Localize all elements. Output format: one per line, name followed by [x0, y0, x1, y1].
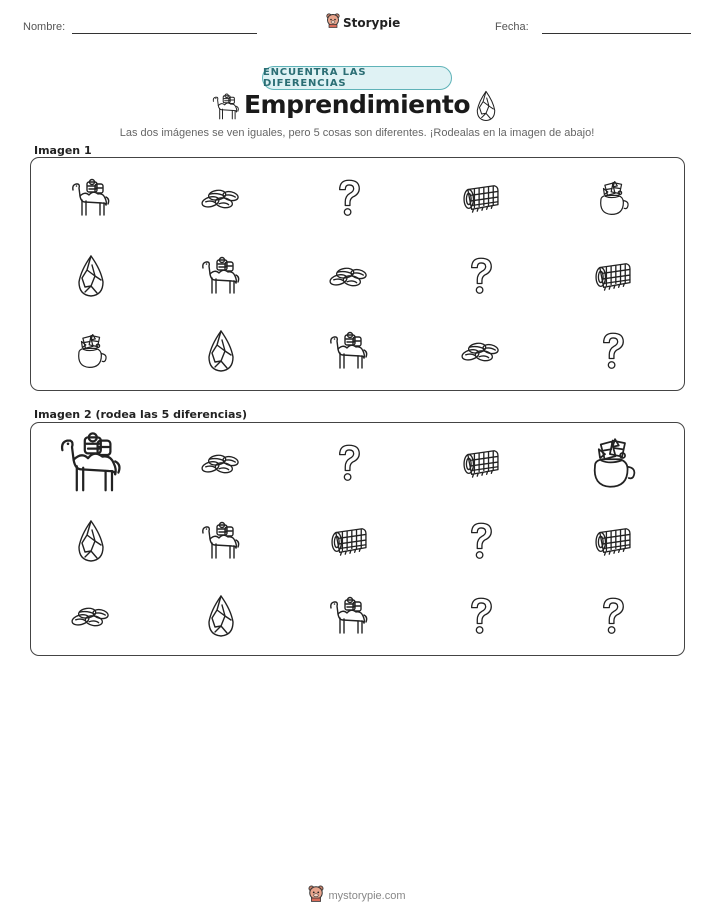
storypie-mascot-icon	[326, 13, 340, 32]
question-icon	[599, 594, 627, 638]
camel-icon	[56, 431, 126, 495]
gemstone-icon	[75, 253, 107, 299]
gemstone-icon	[75, 518, 107, 564]
question-icon	[467, 519, 495, 563]
treasure-bag-icon	[72, 331, 110, 371]
treasure-bag-icon	[585, 434, 640, 492]
question-icon	[335, 441, 363, 485]
treasure-bag-icon	[594, 178, 632, 218]
name-label: Nombre:	[23, 21, 66, 33]
question-icon	[467, 254, 495, 298]
camel-icon	[327, 596, 371, 636]
coins-icon	[70, 601, 112, 631]
instructions: Las dos imágenes se ven iguales, pero 5 cosas son diferentes. ¡Rodealas en la imagen de abajo!	[119, 127, 595, 139]
camel-icon	[199, 521, 243, 561]
image2-panel[interactable]	[30, 422, 685, 656]
activity-badge: ENCUENTRA LAS DIFERENCIAS	[262, 66, 452, 90]
coins-icon	[200, 448, 242, 478]
image1-panel	[30, 157, 685, 391]
question-icon	[467, 594, 495, 638]
image2-label: Imagen 2 (rodea las 5 diferencias)	[34, 408, 248, 421]
rug-icon	[328, 525, 370, 557]
question-icon	[599, 329, 627, 373]
storypie-logo	[326, 13, 400, 32]
camel-icon	[69, 178, 113, 218]
page-title: Emprendimiento	[243, 90, 471, 119]
footer	[0, 885, 714, 906]
date-label: Fecha:	[495, 21, 529, 33]
date-line[interactable]	[542, 33, 691, 34]
rug-icon	[592, 260, 634, 292]
gemstone-icon	[205, 593, 237, 639]
coins-icon	[328, 261, 370, 291]
rug-icon	[460, 182, 502, 214]
coins-icon	[200, 183, 242, 213]
rug-icon	[460, 447, 502, 479]
rug-icon	[592, 525, 634, 557]
image1-label: Imagen 1	[34, 144, 92, 157]
gemstone-icon	[473, 90, 499, 126]
question-icon	[335, 176, 363, 220]
logo-text: Storypie	[343, 15, 401, 30]
camel-icon	[199, 256, 243, 296]
footer-url[interactable]: mystorypie.com	[328, 889, 406, 902]
gemstone-icon	[205, 328, 237, 374]
name-line[interactable]	[72, 33, 257, 34]
storypie-mascot-icon	[308, 885, 324, 906]
coins-icon	[460, 336, 502, 366]
camel-icon	[327, 331, 371, 371]
